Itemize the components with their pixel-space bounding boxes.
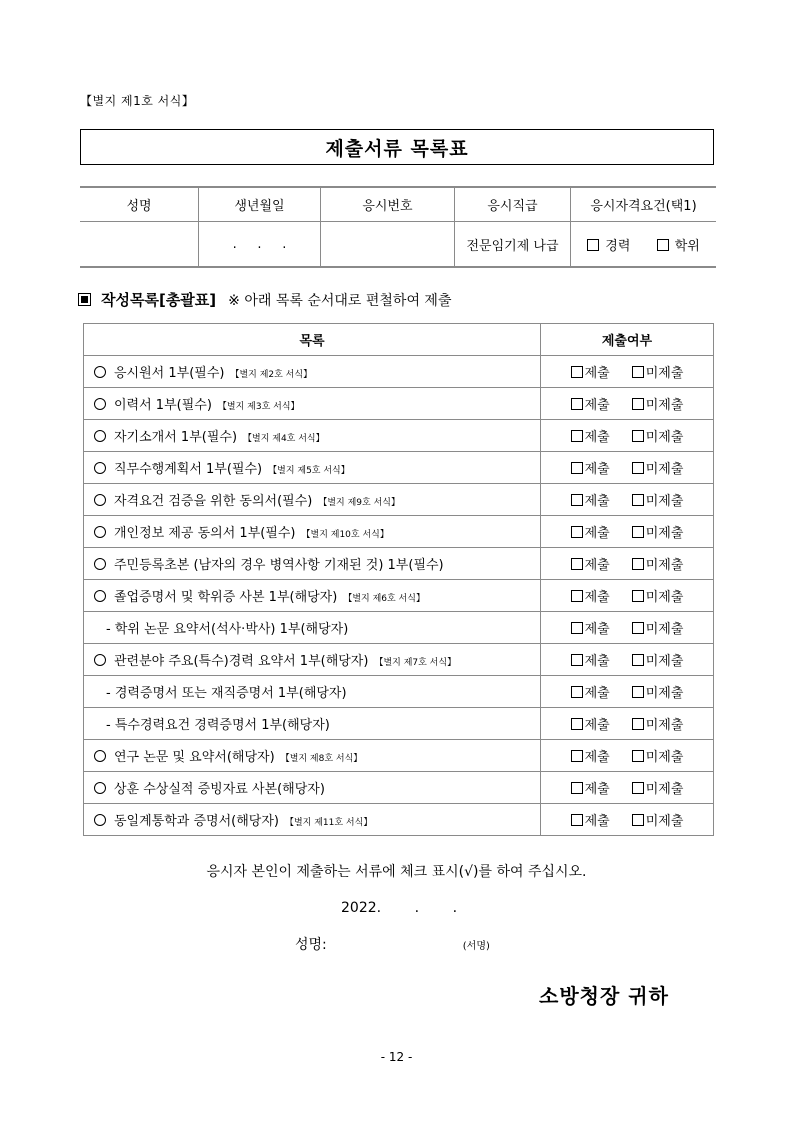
birthdate-field[interactable]: . . .: [199, 222, 321, 268]
not-submit-label: 미제출: [645, 366, 684, 381]
submit-option[interactable]: [571, 394, 610, 413]
checklist-item: [84, 388, 541, 420]
checklist-item-label: - 경력증명서 또는 재직증명서 1부(해당자): [106, 686, 347, 701]
section-title: 작성목록[총괄표]: [101, 291, 217, 309]
submit-status-cell: [541, 772, 714, 804]
submit-status-cell: [541, 644, 714, 676]
submit-status-cell: [541, 356, 714, 388]
title-box: [80, 129, 714, 165]
circle-bullet-icon: [94, 558, 106, 570]
not-submit-label: 미제출: [645, 654, 684, 669]
checklist-item: [84, 420, 541, 452]
form-reference: 【별지 제9호 서식】: [318, 498, 400, 508]
checkbox-icon[interactable]: [632, 782, 644, 794]
not-submit-label: 미제출: [645, 558, 684, 573]
not-submit-label: 미제출: [645, 718, 684, 733]
checklist-item-label: 상훈 수상실적 증빙자료 사본(해당자): [114, 782, 325, 797]
submit-option[interactable]: [571, 522, 610, 541]
circle-bullet-icon: [94, 398, 106, 410]
checklist-item-label: 개인정보 제공 동의서 1부(필수): [114, 526, 296, 541]
checklist-row: [84, 356, 714, 388]
checkbox-icon[interactable]: [571, 782, 583, 794]
checkbox-icon[interactable]: [632, 526, 644, 538]
checkbox-icon[interactable]: [632, 622, 644, 634]
not-submit-label: 미제출: [645, 782, 684, 797]
submit-option[interactable]: [571, 650, 610, 669]
checklist-row: [84, 484, 714, 516]
submit-status-cell: [541, 452, 714, 484]
header-position: 응시직급: [455, 187, 571, 222]
not-submit-label: 미제출: [645, 686, 684, 701]
not-submit-option[interactable]: [632, 554, 684, 573]
section-note: ※ 아래 목록 순서대로 편철하여 제출: [228, 292, 452, 309]
submit-label: 제출: [584, 494, 610, 509]
submit-label: 제출: [584, 462, 610, 477]
checkbox-icon[interactable]: [571, 590, 583, 602]
circle-bullet-icon: [94, 526, 106, 538]
checkbox-icon[interactable]: [571, 622, 583, 634]
header-exam-number: 응시번호: [321, 187, 455, 222]
document-checklist-table: [83, 323, 714, 836]
submit-status-cell: [541, 804, 714, 836]
submit-option[interactable]: [571, 810, 610, 829]
submit-option[interactable]: [571, 746, 610, 765]
checklist-item-label: 관련분야 주요(특수)경력 요약서 1부(해당자): [114, 654, 369, 669]
checklist-row: [84, 452, 714, 484]
checkbox-icon[interactable]: [571, 398, 583, 410]
column-header-items: 목록: [84, 324, 541, 356]
form-reference: 【별지 제7호 서식】: [374, 658, 457, 668]
header-qualification: 응시자격요건(택1): [571, 187, 717, 222]
not-submit-option[interactable]: [632, 458, 684, 477]
signature-line: [295, 934, 490, 954]
checklist-row: [84, 740, 714, 772]
checklist-item: [84, 708, 541, 740]
not-submit-option[interactable]: [632, 426, 684, 445]
page-number: - 12 -: [380, 1050, 413, 1064]
checklist-item: [84, 516, 541, 548]
checkbox-icon[interactable]: [632, 686, 644, 698]
checklist-item-label: 자격요건 검증을 위한 동의서(필수): [114, 494, 313, 509]
date-day-sep: .: [452, 900, 458, 916]
submit-label: 제출: [584, 622, 610, 637]
not-submit-option[interactable]: [632, 618, 684, 637]
not-submit-label: 미제출: [645, 398, 684, 413]
form-reference: 【별지 제4호 서식】: [243, 434, 325, 444]
not-submit-label: 미제출: [645, 590, 684, 605]
checkbox-icon[interactable]: [571, 430, 583, 442]
checklist-item: [84, 452, 541, 484]
checkbox-icon[interactable]: [632, 814, 644, 826]
checklist-row: [84, 612, 714, 644]
checkbox-icon[interactable]: [571, 462, 583, 474]
checkbox-icon[interactable]: [587, 239, 599, 251]
circle-bullet-icon: [94, 654, 106, 666]
not-submit-option[interactable]: [632, 586, 684, 605]
instruction-text: 응시자 본인이 제출하는 서류에 체크 표시(√)를 하여 주십시오.: [206, 864, 587, 880]
submit-status-cell: [541, 388, 714, 420]
checkbox-icon[interactable]: [632, 558, 644, 570]
submit-label: 제출: [584, 686, 610, 701]
checkbox-icon[interactable]: [632, 430, 644, 442]
qualification-options: [571, 222, 717, 268]
header-name: 성명: [80, 187, 199, 222]
checklist-item: [84, 612, 541, 644]
not-submit-option[interactable]: [632, 810, 684, 829]
submit-status-cell: [541, 676, 714, 708]
qual-option-degree[interactable]: 학위: [657, 235, 700, 254]
checklist-item-label: - 학위 논문 요약서(석사·박사) 1부(해당자): [106, 622, 349, 637]
checklist-row: [84, 580, 714, 612]
checklist-row: [84, 420, 714, 452]
position-value: 전문임기제 나급: [455, 222, 571, 268]
name-field[interactable]: [80, 222, 199, 268]
submit-option[interactable]: [571, 458, 610, 477]
checkbox-icon[interactable]: [632, 750, 644, 762]
form-reference: 【별지 제8호 서식】: [280, 754, 363, 764]
not-submit-option[interactable]: [632, 362, 684, 381]
checklist-row: [84, 772, 714, 804]
checklist-item: [84, 580, 541, 612]
circle-bullet-icon: [94, 750, 106, 762]
filled-square-icon: [78, 293, 91, 306]
checkbox-icon[interactable]: [571, 718, 583, 730]
page-title: 제출서류 목록표: [325, 137, 469, 160]
circle-bullet-icon: [94, 366, 106, 378]
submit-option[interactable]: [571, 554, 610, 573]
signature-seal: (서명): [462, 941, 490, 952]
checkbox-icon[interactable]: [657, 239, 669, 251]
checkbox-icon[interactable]: [571, 686, 583, 698]
section-heading: [78, 289, 451, 310]
checklist-row: [84, 548, 714, 580]
not-submit-option[interactable]: [632, 490, 684, 509]
submit-status-cell: [541, 420, 714, 452]
submit-label: 제출: [584, 782, 610, 797]
exam-number-field[interactable]: [321, 222, 455, 268]
not-submit-option[interactable]: [632, 746, 684, 765]
addressee: 소방청장 귀하: [539, 984, 669, 1008]
checkbox-icon[interactable]: [571, 750, 583, 762]
not-submit-label: 미제출: [645, 622, 684, 637]
circle-bullet-icon: [94, 494, 106, 506]
checklist-item: [84, 356, 541, 388]
checklist-item: [84, 676, 541, 708]
checklist-item: [84, 772, 541, 804]
form-reference: 【별지 제6호 서식】: [343, 594, 425, 604]
checkbox-icon[interactable]: [571, 494, 583, 506]
checkbox-icon[interactable]: [632, 366, 644, 378]
checkbox-icon[interactable]: [571, 654, 583, 666]
checklist-item: [84, 804, 541, 836]
submit-option[interactable]: [571, 618, 610, 637]
form-reference: 【별지 제5호 서식】: [268, 466, 350, 476]
submit-label: 제출: [584, 814, 610, 829]
checklist-row: [84, 516, 714, 548]
date-line: [341, 900, 457, 916]
submit-option[interactable]: [571, 490, 610, 509]
checklist-item-label: 졸업증명서 및 학위증 사본 1부(해당자): [114, 590, 338, 605]
submit-option[interactable]: [571, 362, 610, 381]
submit-status-cell: [541, 548, 714, 580]
not-submit-label: 미제출: [645, 430, 684, 445]
not-submit-label: 미제출: [645, 526, 684, 541]
checklist-row: [84, 804, 714, 836]
circle-bullet-icon: [94, 462, 106, 474]
checklist-row: [84, 644, 714, 676]
not-submit-label: 미제출: [645, 494, 684, 509]
date-month-sep: .: [414, 900, 420, 916]
submit-label: 제출: [584, 750, 610, 765]
not-submit-label: 미제출: [645, 814, 684, 829]
submit-status-cell: [541, 580, 714, 612]
submit-option[interactable]: [571, 714, 610, 733]
circle-bullet-icon: [94, 590, 106, 602]
checkbox-icon[interactable]: [632, 462, 644, 474]
not-submit-option[interactable]: [632, 394, 684, 413]
checkbox-icon[interactable]: [632, 590, 644, 602]
form-label: 【별지 제1호 서식】: [80, 94, 195, 108]
submit-label: 제출: [584, 718, 610, 733]
checklist-row: [84, 388, 714, 420]
submit-label: 제출: [584, 590, 610, 605]
checkbox-icon[interactable]: [632, 718, 644, 730]
not-submit-option[interactable]: [632, 522, 684, 541]
checkbox-icon[interactable]: [571, 526, 583, 538]
column-header-submit: 제출여부: [541, 324, 714, 356]
submit-label: 제출: [584, 366, 610, 381]
circle-bullet-icon: [94, 814, 106, 826]
checkbox-icon[interactable]: [571, 366, 583, 378]
checklist-item-label: 직무수행계획서 1부(필수): [114, 462, 263, 477]
not-submit-option[interactable]: [632, 682, 684, 701]
checklist-row: [84, 708, 714, 740]
checklist-item-label: 자기소개서 1부(필수): [114, 430, 238, 445]
not-submit-option[interactable]: [632, 714, 684, 733]
checklist-item: [84, 644, 541, 676]
submit-status-cell: [541, 740, 714, 772]
submit-label: 제출: [584, 654, 610, 669]
submit-option[interactable]: [571, 586, 610, 605]
date-year: 2022.: [341, 900, 382, 916]
checkbox-icon[interactable]: [571, 814, 583, 826]
circle-bullet-icon: [94, 782, 106, 794]
checklist-item: [84, 548, 541, 580]
form-reference: 【별지 제2호 서식】: [230, 370, 313, 380]
form-reference: 【별지 제11호 서식】: [284, 818, 373, 828]
not-submit-option[interactable]: [632, 650, 684, 669]
checkbox-icon[interactable]: [571, 558, 583, 570]
not-submit-label: 미제출: [645, 462, 684, 477]
submit-status-cell: [541, 708, 714, 740]
checklist-item-label: 연구 논문 및 요약서(해당자): [114, 750, 275, 765]
signature-label: 성명:: [295, 937, 327, 953]
submit-option[interactable]: [571, 682, 610, 701]
not-submit-label: 미제출: [645, 750, 684, 765]
submit-label: 제출: [584, 398, 610, 413]
checklist-item-label: 주민등록초본 (남자의 경우 병역사항 기재된 것) 1부(필수): [114, 558, 444, 573]
checklist-row: [84, 676, 714, 708]
checkbox-icon[interactable]: [632, 494, 644, 506]
applicant-info-table: [80, 186, 716, 268]
header-birthdate: 생년월일: [199, 187, 321, 222]
checklist-item-label: 이력서 1부(필수): [114, 398, 212, 413]
form-reference: 【별지 제3호 서식】: [217, 402, 300, 412]
submit-label: 제출: [584, 558, 610, 573]
checklist-item: [84, 740, 541, 772]
submit-label: 제출: [584, 526, 610, 541]
checklist-item: [84, 484, 541, 516]
not-submit-option[interactable]: [632, 778, 684, 797]
circle-bullet-icon: [94, 430, 106, 442]
submit-status-cell: [541, 516, 714, 548]
submit-option[interactable]: [571, 778, 610, 797]
submit-option[interactable]: [571, 426, 610, 445]
checkbox-icon[interactable]: [632, 398, 644, 410]
qual-option-career[interactable]: 경력: [587, 235, 630, 254]
submit-status-cell: [541, 484, 714, 516]
form-reference: 【별지 제10호 서식】: [301, 530, 389, 540]
submit-label: 제출: [584, 430, 610, 445]
submit-status-cell: [541, 612, 714, 644]
checklist-item-label: 동일계통학과 증명서(해당자): [114, 814, 279, 829]
checklist-item-label: 응시원서 1부(필수): [114, 366, 225, 381]
checkbox-icon[interactable]: [632, 654, 644, 666]
checklist-item-label: - 특수경력요건 경력증명서 1부(해당자): [106, 718, 330, 733]
